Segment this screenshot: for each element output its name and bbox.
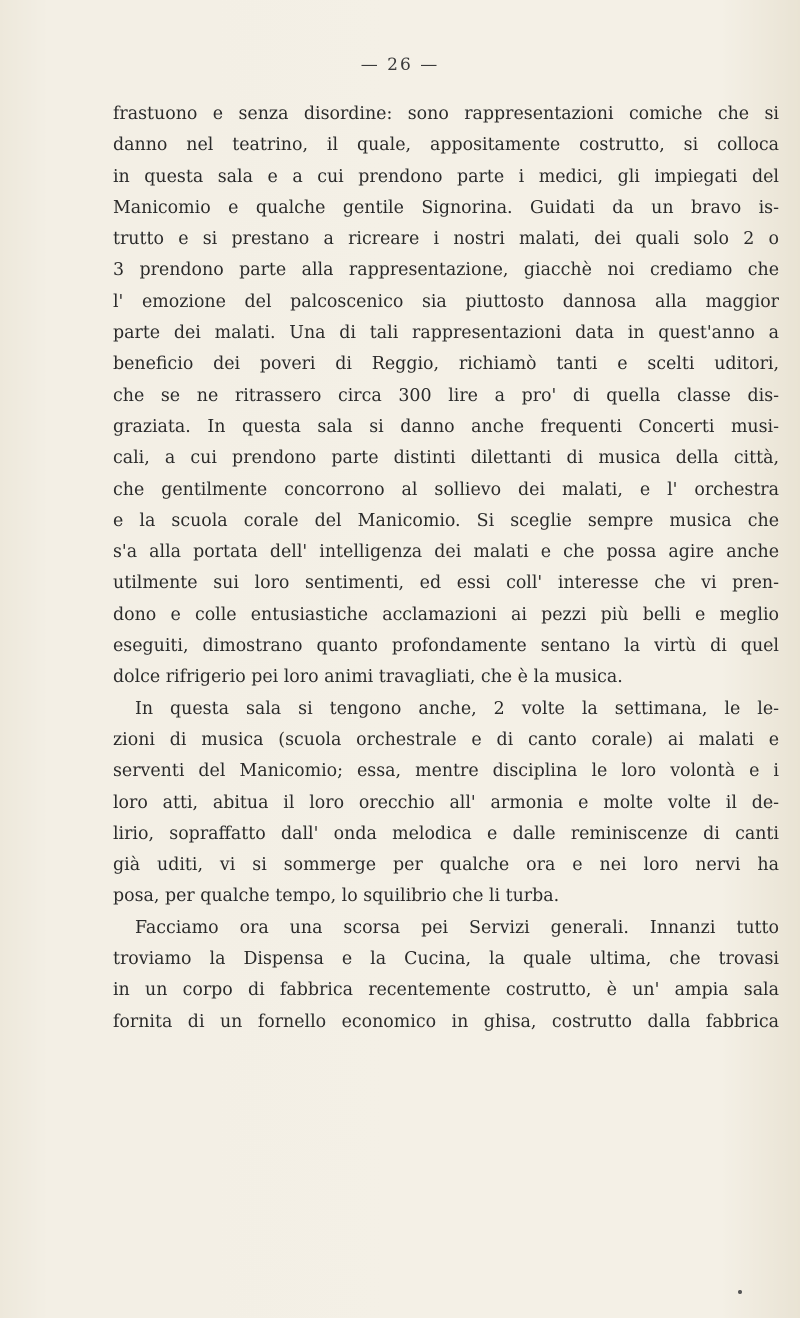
text-line: Facciamo ora una scorsa pei Servizi generali. Innanzi tutto [135,917,779,938]
text-line: eseguiti, dimostrano quanto profondamente sentano la virtù di quel [113,636,779,657]
text-line: 3 prendono parte alla rappresentazione, giacchè noi crediamo che [113,260,779,281]
text-line: parte dei malati. Una di tali rappresentazioni data in quest'anno a [113,323,779,344]
text-line: in un corpo di fabbrica recentemente costrutto, è un' ampia sala [113,980,779,1001]
body-text [113,99,779,1038]
text-line: dono e colle entusiastiche acclamazioni ai pezzi più belli e meglio [113,604,779,625]
text-line: danno nel teatrino, il quale, appositamente costrutto, si colloca [113,135,779,156]
text-line: In questa sala si tengono anche, 2 volte la settimana, le le- [135,698,779,719]
text-line: cali, a cui prendono parte distinti dilettanti di musica della città, [113,448,779,469]
text-line: Manicomio e qualche gentile Signorina. Guidati da un bravo is- [113,197,779,218]
text-line: loro atti, abitua il loro orecchio all' armonia e molte volte il de- [113,792,779,813]
text-line: già uditi, vi si sommerge per qualche ora e nei loro nervi ha [113,855,779,876]
text-line: in questa sala e a cui prendono parte i medici, gli impiegati del [113,166,779,187]
text-line: trutto e si prestano a ricreare i nostri malati, dei quali solo 2 o [113,229,779,250]
text-line: frastuono e senza disordine: sono rappresentazioni comiche che si [113,104,779,124]
text-line: troviamo la Dispensa e la Cucina, la quale ultima, che trovasi [113,949,779,970]
text-line: posa, per qualche tempo, lo squilibrio che li turba. [113,886,560,907]
text-line: s'a alla portata dell' intelligenza dei malati e che possa agire anche [113,542,779,563]
ink-speck [738,1290,742,1294]
text-line: utilmente sui loro sentimenti, ed essi coll' interesse che vi pren- [113,573,779,594]
text-line: zioni di musica (scuola orchestrale e di canto corale) ai malati e [113,729,779,750]
text-line: dolce rifrigerio pei loro animi travagliati, che è la musica. [113,667,623,688]
text-line: graziata. In questa sala si danno anche frequenti Concerti musi- [113,416,779,437]
text-line: e la scuola corale del Manicomio. Si sceglie sempre musica che [113,510,779,531]
text-line: che gentilmente concorrono al sollievo dei malati, e l' orchestra [113,479,779,500]
text-line: lirio, sopraffatto dall' onda melodica e dalle reminiscenze di canti [113,823,779,844]
text-line: beneficio dei poveri di Reggio, richiamò tanti e scelti uditori, [113,354,779,375]
page-number: — 26 — [360,55,440,75]
text-line: che se ne ritrassero circa 300 lire a pro' di quella classe dis- [113,385,779,406]
text-line: fornita di un fornello economico in ghisa, costrutto dalla fabbrica [113,1011,779,1032]
text-line: l' emozione del palcoscenico sia piuttosto dannosa alla maggior [113,291,779,312]
text-line: serventi del Manicomio; essa, mentre disciplina le loro volontà e i [113,761,779,782]
